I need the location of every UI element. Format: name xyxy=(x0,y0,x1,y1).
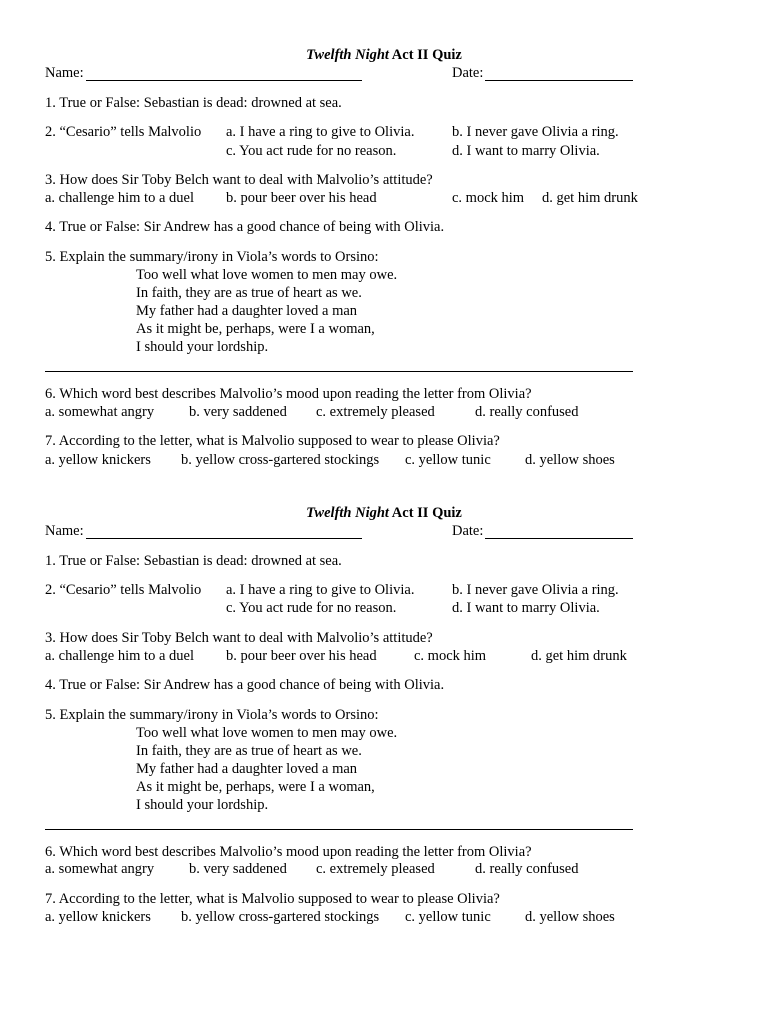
name-label: Name: xyxy=(45,65,84,81)
question-2-option-b: b. I never gave Olivia a ring. xyxy=(452,582,619,598)
question-6-option-b: b. very saddened xyxy=(189,404,287,420)
quiz-copy-2 xyxy=(0,458,768,928)
question-3-option-d: d. get him drunk xyxy=(542,190,638,206)
question-3-option-a: a. challenge him to a duel xyxy=(45,648,194,664)
quiz-title xyxy=(0,505,768,522)
question-6-stem: 6. Which word best describes Malvolio’s mood upon reading the letter from Olivia? xyxy=(45,844,532,860)
question-3-stem: 3. How does Sir Toby Belch want to deal with Malvolio’s attitude? xyxy=(45,630,433,646)
question-2-stem: 2. “Cesario” tells Malvolio xyxy=(45,124,202,140)
answer-line[interactable] xyxy=(45,829,633,830)
question-2-option-a: a. I have a ring to give to Olivia. xyxy=(226,124,415,140)
question-7-option-c: c. yellow tunic xyxy=(405,452,491,468)
question-3-option-a: a. challenge him to a duel xyxy=(45,190,194,206)
poem-line: As it might be, perhaps, were I a woman, xyxy=(136,779,375,795)
title-rest: Act II Quiz xyxy=(388,47,462,63)
question-7-option-a: a. yellow knickers xyxy=(45,909,151,925)
question-2-option-a: a. I have a ring to give to Olivia. xyxy=(226,582,415,598)
question-7-option-d: d. yellow shoes xyxy=(525,452,615,468)
question-2-option-d: d. I want to marry Olivia. xyxy=(452,143,600,159)
poem-line: I should your lordship. xyxy=(136,339,269,355)
poem-line: I should your lordship. xyxy=(136,797,269,813)
poem-line: In faith, they are as true of heart as we. xyxy=(136,285,362,301)
question-6-option-d: d. really confused xyxy=(475,861,579,877)
title-play-name: Twelfth Night xyxy=(306,47,389,63)
date-field[interactable] xyxy=(485,538,633,539)
date-field[interactable] xyxy=(485,80,633,81)
poem-line: My father had a daughter loved a man xyxy=(136,303,358,319)
poem-line: Too well what love women to men may owe. xyxy=(136,267,398,283)
question-3-option-d: d. get him drunk xyxy=(531,648,627,664)
question-3-stem: 3. How does Sir Toby Belch want to deal with Malvolio’s attitude? xyxy=(45,172,433,188)
date-label: Date: xyxy=(452,65,484,81)
question-7-option-a: a. yellow knickers xyxy=(45,452,151,468)
question-2-option-d: d. I want to marry Olivia. xyxy=(452,600,600,616)
question-3-option-b: b. pour beer over his head xyxy=(226,648,377,664)
question-1: 1. True or False: Sebastian is dead: drowned at sea. xyxy=(45,553,342,569)
poem-line: Too well what love women to men may owe. xyxy=(136,725,398,741)
question-1: 1. True or False: Sebastian is dead: drowned at sea. xyxy=(45,95,342,111)
answer-line[interactable] xyxy=(45,371,633,372)
question-7-stem: 7. According to the letter, what is Malvolio supposed to wear to please Olivia? xyxy=(45,433,500,449)
name-field[interactable] xyxy=(86,538,362,539)
name-label: Name: xyxy=(45,523,84,539)
question-2-option-c: c. You act rude for no reason. xyxy=(226,600,397,616)
question-5-stem: 5. Explain the summary/irony in Viola’s words to Orsino: xyxy=(45,707,379,723)
quiz-copy-1 xyxy=(0,0,768,470)
question-4: 4. True or False: Sir Andrew has a good chance of being with Olivia. xyxy=(45,219,445,235)
question-3-option-c: c. mock him xyxy=(414,648,487,664)
question-7-option-b: b. yellow cross-gartered stockings xyxy=(181,452,380,468)
poem-line: As it might be, perhaps, were I a woman, xyxy=(136,321,375,337)
question-6-option-c: c. extremely pleased xyxy=(316,861,435,877)
question-4: 4. True or False: Sir Andrew has a good chance of being with Olivia. xyxy=(45,677,445,693)
question-2-stem: 2. “Cesario” tells Malvolio xyxy=(45,582,202,598)
question-2-option-b: b. I never gave Olivia a ring. xyxy=(452,124,619,140)
question-7-option-b: b. yellow cross-gartered stockings xyxy=(181,909,380,925)
question-6-option-b: b. very saddened xyxy=(189,861,287,877)
title-rest: Act II Quiz xyxy=(388,505,462,521)
name-field[interactable] xyxy=(86,80,362,81)
question-5-stem: 5. Explain the summary/irony in Viola’s words to Orsino: xyxy=(45,249,379,265)
question-7-stem: 7. According to the letter, what is Malvolio supposed to wear to please Olivia? xyxy=(45,891,500,907)
question-6-option-a: a. somewhat angry xyxy=(45,404,155,420)
question-2-option-c: c. You act rude for no reason. xyxy=(226,143,397,159)
date-label: Date: xyxy=(452,523,484,539)
question-6-option-c: c. extremely pleased xyxy=(316,404,435,420)
question-3-option-b: b. pour beer over his head xyxy=(226,190,377,206)
question-6-stem: 6. Which word best describes Malvolio’s mood upon reading the letter from Olivia? xyxy=(45,386,532,402)
question-6-option-a: a. somewhat angry xyxy=(45,861,155,877)
poem-line: In faith, they are as true of heart as we. xyxy=(136,743,362,759)
question-6-option-d: d. really confused xyxy=(475,404,579,420)
title-play-name: Twelfth Night xyxy=(306,505,389,521)
question-7-option-c: c. yellow tunic xyxy=(405,909,491,925)
poem-line: My father had a daughter loved a man xyxy=(136,761,358,777)
question-7-option-d: d. yellow shoes xyxy=(525,909,615,925)
question-3-option-c: c. mock him xyxy=(452,190,525,206)
quiz-title xyxy=(0,47,768,64)
